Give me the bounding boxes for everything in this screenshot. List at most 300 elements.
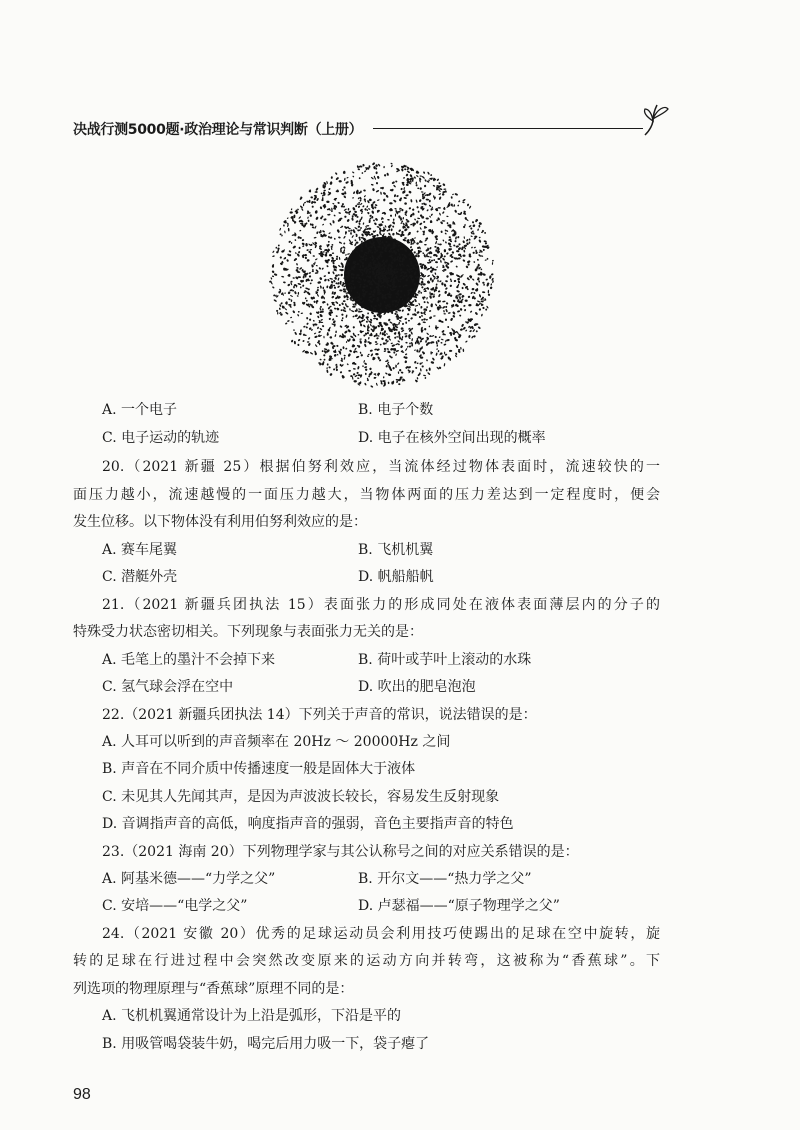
cloud-dot [285,322,288,325]
cloud-dot [437,258,440,261]
cloud-dot [441,282,443,285]
cloud-dot [421,191,424,192]
cloud-dot [397,340,400,343]
cloud-dot [444,291,447,294]
cloud-dot [295,252,297,254]
cloud-dot [334,307,337,309]
cloud-dot [398,321,400,325]
cloud-dot [346,363,348,365]
cloud-dot [326,201,329,203]
cloud-dot [470,227,473,230]
cloud-dot [422,176,426,180]
cloud-dot [351,310,355,313]
cloud-dot [423,301,426,304]
q20-option-d: D. 帆船船帆 [358,569,434,585]
cloud-dot [400,188,403,191]
cloud-dot [273,299,277,302]
cloud-dot [316,231,319,234]
cloud-dot [339,335,341,338]
cloud-dot [291,208,293,210]
cloud-dot [297,343,300,346]
cloud-dot [401,309,404,312]
q23-option-b: B. 开尔文——“热力学之父” [358,871,532,887]
cloud-dot [383,192,387,196]
cloud-dot [292,245,296,249]
cloud-dot [483,284,485,286]
cloud-dot [400,345,403,349]
cloud-dot [383,199,385,202]
cloud-dot [437,243,439,245]
cloud-dot [375,343,378,345]
cloud-dot [443,188,446,189]
cloud-dot [332,271,335,275]
cloud-dot [315,269,319,273]
cloud-dot [357,377,359,379]
q23-option-d: D. 卢瑟福——“原子物理学之父” [358,898,560,914]
cloud-dot [423,221,426,224]
cloud-dot [346,298,348,300]
cloud-dot [438,294,441,298]
cloud-dot [298,292,300,295]
cloud-dot [454,204,456,207]
cloud-dot [353,191,356,194]
cloud-dot [302,340,305,343]
cloud-dot [387,219,390,221]
cloud-dot [491,273,494,276]
cloud-dot [383,342,386,345]
cloud-dot [446,216,449,218]
cloud-dot [298,276,302,278]
cloud-dot [424,377,426,379]
cloud-dot [340,371,343,374]
cloud-dot [368,228,371,230]
cloud-dot [333,368,336,371]
cloud-dot [328,317,331,320]
cloud-dot [358,205,361,208]
cloud-dot [386,348,389,350]
cloud-dot [414,349,416,351]
cloud-dot [303,203,304,206]
cloud-dot [427,171,430,175]
cloud-dot [317,326,320,329]
cloud-dot [410,243,412,246]
cloud-dot [416,242,419,245]
cloud-dot [379,331,381,335]
cloud-dot [380,344,382,346]
cloud-dot [467,260,471,264]
cloud-dot [288,240,291,243]
cloud-dot [291,339,294,342]
cloud-dot [405,348,408,352]
cloud-dot [492,260,494,262]
cloud-dot [384,174,387,177]
cloud-dot [429,295,432,299]
q20-option-a: A. 赛车尾翼 [102,542,178,558]
cloud-dot [429,310,432,312]
cloud-dot [327,303,329,306]
cloud-dot [454,193,458,196]
cloud-dot [416,311,420,314]
header-title: 决战行测5000题·政治理论与常识判断（上册） [73,122,363,138]
cloud-dot [363,189,366,191]
cloud-dot [394,194,397,197]
cloud-dot [408,190,412,194]
cloud-dot [300,286,302,288]
cloud-dot [426,209,429,212]
cloud-dot [416,230,419,233]
electron-cloud-figure [262,160,502,390]
cloud-dot [449,284,452,287]
cloud-dot [438,182,441,185]
cloud-dot [402,217,404,220]
cloud-dot [443,283,446,287]
cloud-dot [442,211,445,214]
cloud-dot [352,197,354,199]
cloud-dot [403,187,405,190]
cloud-dot [445,280,448,283]
cloud-dot [440,230,443,233]
cloud-dot [394,312,397,315]
cloud-dot [376,190,380,193]
cloud-dot [383,227,385,229]
cloud-dot [452,311,456,315]
cloud-dot [369,367,372,370]
cloud-dot [344,208,348,211]
q19-option-b: B. 电子个数 [358,402,434,418]
cloud-dot [334,334,336,337]
cloud-dot [368,208,371,210]
q21-option-b: B. 荷叶或芋叶上滚动的水珠 [358,652,532,668]
cloud-dot [291,299,293,302]
cloud-dot [298,311,300,313]
cloud-dot [339,325,342,328]
cloud-dot [323,275,326,277]
cloud-dot [482,291,485,293]
cloud-dot [390,162,393,164]
cloud-dot [339,289,343,291]
cloud-dot [415,199,417,203]
cloud-dot [370,353,373,357]
cloud-dot [315,344,318,347]
cloud-dot [293,303,296,306]
cloud-dot [457,277,461,280]
cloud-dot [338,274,340,276]
q19-option-d: D. 电子在核外空间出现的概率 [358,430,546,446]
q24-stem-line-1: 24.（2021 安徽 20）优秀的足球运动员会利用技巧使踢出的足球在空中旋转，旋 [102,926,660,942]
cloud-dot [468,335,471,338]
cloud-dot [343,290,347,293]
cloud-dot [391,344,395,347]
cloud-dot [421,319,423,321]
cloud-dot [312,226,315,228]
cloud-dot [329,373,333,377]
cloud-dot [345,314,347,318]
cloud-dot [392,225,395,228]
cloud-dot [351,235,354,238]
cloud-dot [389,321,393,324]
cloud-dot [419,263,422,265]
cloud-dot [386,230,388,232]
cloud-dot [388,228,390,231]
cloud-dot [370,385,373,388]
cloud-dot [297,295,299,297]
q21-option-c: C. 氢气球会浮在空中 [102,679,234,695]
cloud-dot [470,235,473,237]
cloud-dot [392,367,395,370]
cloud-dot [408,207,411,210]
cloud-dot [391,342,394,344]
cloud-dot [419,175,422,177]
cloud-dot [311,279,313,281]
cloud-dot [442,183,446,187]
cloud-dot [374,222,378,225]
cloud-dot [280,233,282,235]
cloud-dot [414,218,416,220]
cloud-dot [287,283,291,286]
cloud-dot [486,258,488,260]
cloud-dot [343,357,345,360]
cloud-dot [416,349,418,352]
cloud-dot [462,254,465,257]
cloud-dot [456,250,459,252]
cloud-dot [386,173,389,177]
cloud-dot [354,380,357,382]
cloud-dot [372,162,376,166]
cloud-dot [444,232,447,234]
cloud-dot [358,310,360,313]
cloud-dot [421,286,424,289]
cloud-dot [417,210,419,213]
cloud-dot [354,239,357,242]
cloud-dot [442,220,445,222]
cloud-dot [359,338,362,339]
cloud-dot [436,178,439,181]
cloud-dot [359,177,361,179]
cloud-dot [339,180,342,182]
cloud-dot [335,172,338,175]
cloud-dot [300,312,303,314]
cloud-dot [415,305,419,307]
cloud-dot [312,205,314,207]
cloud-dot [347,353,351,357]
cloud-dot [327,363,329,365]
cloud-dot [340,249,342,252]
cloud-dot [310,196,313,198]
cloud-dot [439,212,441,215]
cloud-dot [299,230,301,232]
cloud-dot [478,280,480,282]
cloud-dot [478,254,481,257]
cloud-dot [426,301,429,304]
cloud-dot [423,283,426,286]
cloud-dot [478,308,481,311]
cloud-dot [366,205,368,208]
cloud-dot [288,250,291,253]
cloud-dot [316,265,318,267]
cloud-dot [331,176,333,179]
cloud-dot [389,202,393,204]
cloud-dot [384,225,386,228]
cloud-dot [370,324,373,327]
cloud-dot [477,228,479,231]
cloud-dot [374,206,377,209]
cloud-dot [279,228,281,231]
cloud-dot [306,317,309,320]
cloud-dot [416,362,418,364]
cloud-dot [361,172,363,174]
cloud-dot [478,222,482,226]
q20-stem-line-3: 发生位移。以下物体没有利用伯努利效应的是： [73,514,367,530]
cloud-dot [463,349,465,353]
cloud-dot [483,240,487,243]
cloud-dot [383,166,385,169]
cloud-dot [314,225,316,229]
cloud-dot [294,341,296,345]
cloud-dot [329,278,333,280]
cloud-dot [313,255,316,257]
cloud-dot [413,251,416,254]
cloud-dot [300,329,302,333]
cloud-dot [347,329,351,333]
cloud-dot [484,232,486,234]
cloud-dot [357,334,359,336]
cloud-dot [395,311,398,313]
cloud-dot [291,242,292,244]
cloud-dot [416,220,419,224]
cloud-dot [321,192,323,194]
cloud-dot [335,315,338,317]
cloud-dot [383,376,385,378]
cloud-dot [419,363,421,365]
cloud-dot [429,367,431,371]
cloud-dot [462,240,465,243]
cloud-dot [343,186,345,188]
q24-stem-line-2: 转的足球在行进过程中会突然改变原来的运动方向并转弯，这被称为“香蕉球”。下 [73,953,660,969]
cloud-dot [376,383,378,387]
cloud-dot [326,181,328,184]
cloud-dot [278,244,280,246]
cloud-dot [371,177,374,180]
cloud-dot [300,205,304,209]
cloud-dot [376,234,379,237]
q21-option-d: D. 吹出的肥皂泡泡 [358,679,476,695]
cloud-dot [410,246,413,249]
cloud-dot [360,203,363,206]
cloud-dot [415,308,416,311]
cloud-dot [367,312,369,314]
cloud-dot [418,303,420,306]
cloud-dot [326,367,328,369]
cloud-dot [442,193,445,196]
cloud-dot [322,287,324,290]
cloud-dot [316,198,319,202]
cloud-dot [314,332,317,334]
cloud-dot [322,325,325,328]
cloud-dot [368,354,370,356]
cloud-dot [472,278,475,281]
cloud-dot [445,241,447,244]
cloud-dot [447,222,449,224]
cloud-dot [430,351,431,355]
cloud-dot [395,214,396,217]
cloud-dot [335,274,338,277]
cloud-dot [425,308,428,311]
cloud-dot [472,329,475,332]
cloud-dot [396,336,399,337]
cloud-dot [459,314,462,317]
cloud-dot [381,221,384,224]
cloud-dot [437,339,440,342]
cloud-dot [348,230,350,232]
cloud-dot [296,263,298,266]
cloud-dot [346,177,348,179]
cloud-dot [429,291,430,295]
cloud-dot [331,248,333,251]
cloud-dot [334,286,337,289]
cloud-dot [314,237,317,239]
cloud-dot [448,312,451,314]
cloud-dot [385,365,388,368]
cloud-dot [455,236,457,240]
cloud-dot [357,168,360,171]
cloud-dot [467,203,470,206]
cloud-dot [461,287,463,290]
cloud-dot [463,305,466,307]
cloud-dot [458,200,461,203]
cloud-dot [405,321,407,324]
cloud-dot [490,283,492,286]
cloud-dot [342,317,344,320]
cloud-dot [326,285,328,288]
cloud-dot [313,320,315,322]
cloud-dot [445,287,448,290]
cloud-dot [409,174,412,178]
cloud-dot [315,272,319,274]
cloud-dot [482,282,485,284]
cloud-dot [383,350,386,352]
cloud-dot [478,302,481,305]
cloud-dot [328,241,330,243]
cloud-dot [279,307,281,310]
cloud-dot [429,316,433,320]
cloud-dot [477,259,479,261]
cloud-dot [424,185,427,188]
cloud-dot [352,171,355,174]
cloud-dot [343,300,346,302]
cloud-dot [390,214,393,217]
cloud-dot [424,328,426,331]
cloud-dot [405,173,408,176]
cloud-dot [309,282,311,284]
cloud-dot [435,336,437,338]
cloud-dot [366,320,369,323]
cloud-dot [281,276,284,278]
cloud-dot [394,336,397,339]
cloud-dot [478,239,481,243]
cloud-dot [443,310,445,313]
cloud-dot [365,368,368,371]
cloud-dot [344,178,346,181]
cloud-dot [430,213,433,216]
cloud-dot [417,255,420,258]
cloud-dot [297,314,300,317]
cloud-dot [402,378,403,382]
q22-option-b: B. 声音在不同介质中传播速度一般是固体大于液体 [102,761,416,777]
cloud-dot [306,299,309,302]
cloud-dot [317,281,321,284]
cloud-dot [419,222,423,225]
cloud-dot [354,211,357,214]
